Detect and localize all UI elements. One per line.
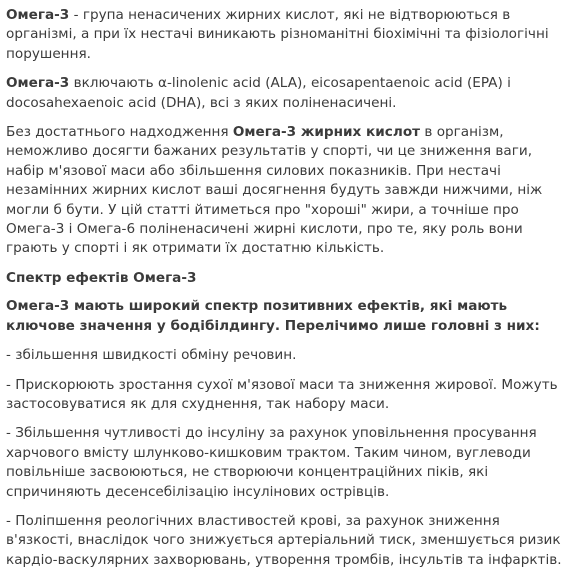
effect-item: - збільшення швидкості обміну речовин. (6, 347, 297, 364)
includes-term: Омега-3 (6, 75, 70, 92)
effect-item: - Поліпшення реологічних властивостей крові, за рахунок зниження в'язкості, внаслідок чого знижується артеріальний тиск, зменшується ризик кардіо-васкулярних захворювань, утворення тромбів, інсультів та інфарктів. (6, 512, 562, 568)
intro-term: Омега-3 (6, 7, 70, 23)
includes-text: включають α-linolenic acid (ALA), eicosapentaenoic acid (EPA) і docosahexaenoic acid (DHA), всі з яких поліненасичені. (6, 75, 511, 111)
without-text-after: в організм, неможливо досягти бажаних результатів у спорті, чи це зниження ваги, набір м'язової маси або збільшення силових показників. При нестачі незамінних жирних кислот ваші досягнення будуть завжди нижчими, ніж могли б бути. У цій статті йтиметься про "хороші" жири, а точніше про Омега-3 і Омега-6 поліненасичені жирні кислоти, про те, яку роль вони грають у спорті і як отримати їх достатню кількість. (6, 124, 543, 257)
section-title: Спектр ефектів Омега-3 (6, 269, 197, 286)
effect-item: - Збільшення чутливості до інсуліну за рахунок уповільнення просування харчового вмісту шлунково-кишковим трактом. Таким чином, вуглеводи повільніше засвоюються, не створюючи концентраційних піків, які спричиняють десенсебілізацію інсулінових острівців. (6, 425, 537, 500)
intro-paragraph (6, 6, 568, 64)
without-term: Омега-3 жирних кислот (232, 124, 421, 141)
intro-text: - група ненасичених жирних кислот, які не відтворюються в організмі, а при їх нестачі виникають різноманітні біохімічні та фізіологічні порушення. (6, 7, 549, 62)
without-text-before: Без достатнього надходження (6, 124, 233, 141)
includes-paragraph (6, 74, 568, 113)
effect-item: - Прискорюють зростання сухої м'язової маси та зниження жирової. Можуть застосовуватися як для схуднення, так набору маси. (6, 376, 558, 412)
section-lead: Омега-3 мають широкий спектр позитивних ефектів, які мають ключове значення у бодібілдингу. Перелічимо лише головні з них: (6, 298, 540, 334)
without-paragraph (6, 123, 568, 259)
